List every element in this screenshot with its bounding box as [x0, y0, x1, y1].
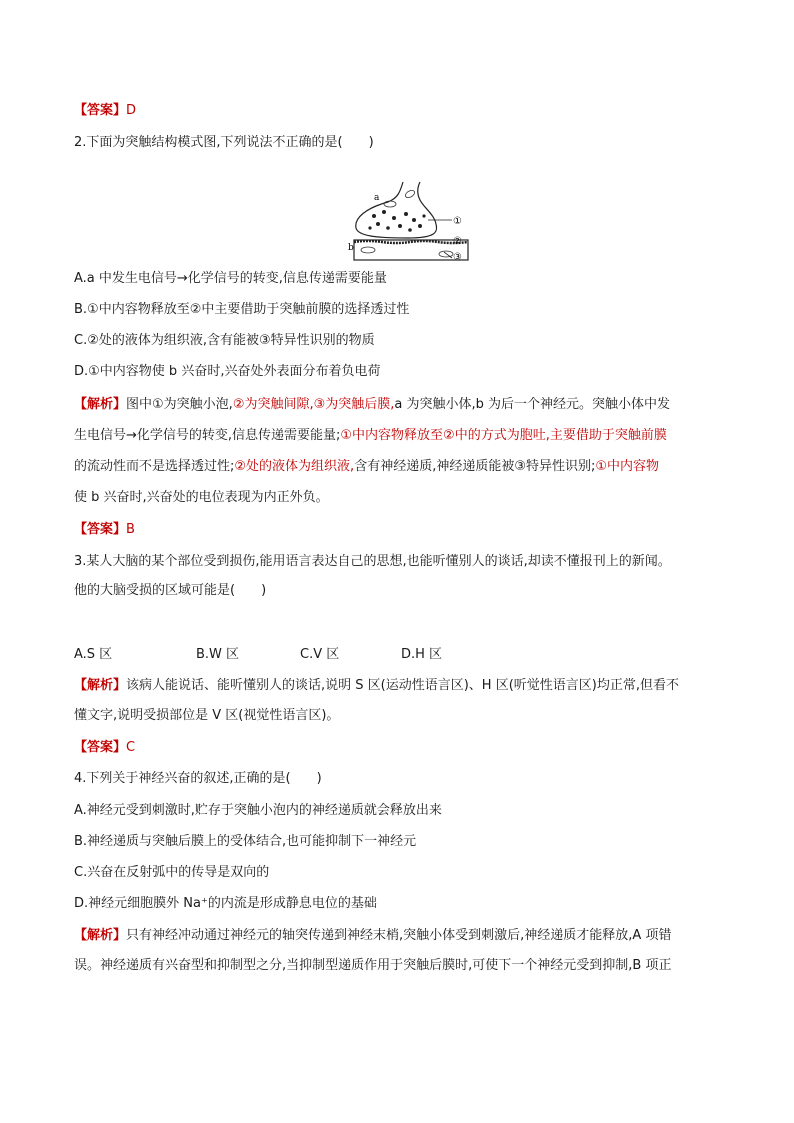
question-stem: 4.下列关于神经兴奋的叙述,正确的是( ) — [74, 771, 322, 786]
option-c: C.②处的液体为组织液,含有能被③特异性识别的物质 — [74, 333, 375, 348]
analysis-text-red: ②处的液体为组织液, — [234, 459, 355, 474]
answer-line — [74, 102, 136, 120]
option-c: C.兴奋在反射弧中的传导是双向的 — [74, 865, 270, 880]
synaptic-knob-outline — [356, 182, 437, 238]
option-b: B.W 区 — [196, 647, 240, 662]
analysis-text: 含有神经递质,神经递质能被③特异性识别; — [354, 459, 596, 474]
answer-tag: 【答案】 — [74, 522, 127, 537]
option-a: A.a 中发生电信号→化学信号的转变,信息传递需要能量 — [74, 271, 387, 286]
answer-value: B — [126, 522, 135, 537]
label-3: ③ — [453, 252, 462, 262]
option-d: D.神经元细胞膜外 Na⁺的内流是形成静息电位的基础 — [74, 896, 377, 911]
analysis-text-red: ①中内容物 — [595, 459, 660, 474]
option-b: B.①中内容物释放至②中主要借助于突触前膜的选择透过性 — [74, 302, 410, 317]
analysis-tag: 【解析】 — [74, 678, 127, 693]
analysis-line — [74, 677, 679, 695]
question-stem: 3.某人大脑的某个部位受到损伤,能用语言表达自己的思想,也能听懂别人的谈话,却读不懂报刊上的新闻。 — [74, 554, 671, 569]
analysis-line — [74, 489, 329, 507]
answer-value: C — [126, 740, 136, 755]
analysis-line — [74, 458, 659, 476]
analysis-line — [74, 427, 667, 445]
option-a: A.S 区 — [74, 647, 113, 662]
analysis-line — [74, 396, 670, 414]
option-b: B.神经递质与突触后膜上的受体结合,也可能抑制下一神经元 — [74, 834, 417, 849]
option-a: A.神经元受到刺激时,贮存于突触小泡内的神经递质就会释放出来 — [74, 803, 442, 818]
analysis-text: 图中①为突触小泡, — [126, 397, 233, 412]
analysis-text: 使 b 兴奋时,兴奋处的电位表现为内正外负。 — [74, 490, 329, 505]
answer-line — [74, 521, 135, 539]
label-b: b — [348, 243, 354, 253]
analysis-text: 只有神经冲动通过神经元的轴突传递到神经末梢,突触小体受到刺激后,神经递质才能释放,A 项错 — [126, 928, 672, 943]
question-stem: 2.下面为突触结构模式图,下列说法不正确的是( ) — [74, 135, 374, 150]
answer-value: D — [126, 103, 137, 118]
analysis-text: 该病人能说话、能听懂别人的谈话,说明 S 区(运动性语言区)、H 区(听觉性语言区)均正常,但看不 — [126, 678, 679, 693]
label-1: ① — [453, 216, 462, 227]
answer-tag: 【答案】 — [74, 103, 127, 118]
analysis-text: 的流动性而不是选择透过性; — [74, 459, 235, 474]
analysis-line — [74, 927, 671, 945]
analysis-tag: 【解析】 — [74, 928, 127, 943]
analysis-text-red: ①中内容物释放至②中的方式为胞吐,主要借助于突触前膜 — [340, 428, 667, 443]
synapse-diagram — [348, 180, 478, 262]
option-c: C.V 区 — [300, 647, 340, 662]
analysis-line: 误。神经递质有兴奋型和抑制型之分,当抑制型递质作用于突触后膜时,可使下一个神经元受到抑制,B 项正 — [74, 958, 672, 973]
analysis-tag: 【解析】 — [74, 397, 127, 412]
answer-line — [74, 739, 135, 757]
option-d: D.①中内容物使 b 兴奋时,兴奋处外表面分布着负电荷 — [74, 364, 381, 379]
option-d: D.H 区 — [401, 647, 443, 662]
question-stem: 他的大脑受损的区域可能是( ) — [74, 583, 267, 598]
label-a: a — [374, 193, 380, 203]
label-2: ② — [453, 236, 462, 247]
analysis-text-red: ②为突触间隙,③为突触后膜, — [232, 397, 395, 412]
analysis-text: 生电信号→化学信号的转变,信息传递需要能量; — [74, 428, 341, 443]
answer-tag: 【答案】 — [74, 740, 127, 755]
analysis-text: a 为突触小体,b 为后一个神经元。突触小体中发 — [394, 397, 671, 412]
analysis-line: 懂文字,说明受损部位是 V 区(视觉性语言区)。 — [74, 708, 340, 723]
